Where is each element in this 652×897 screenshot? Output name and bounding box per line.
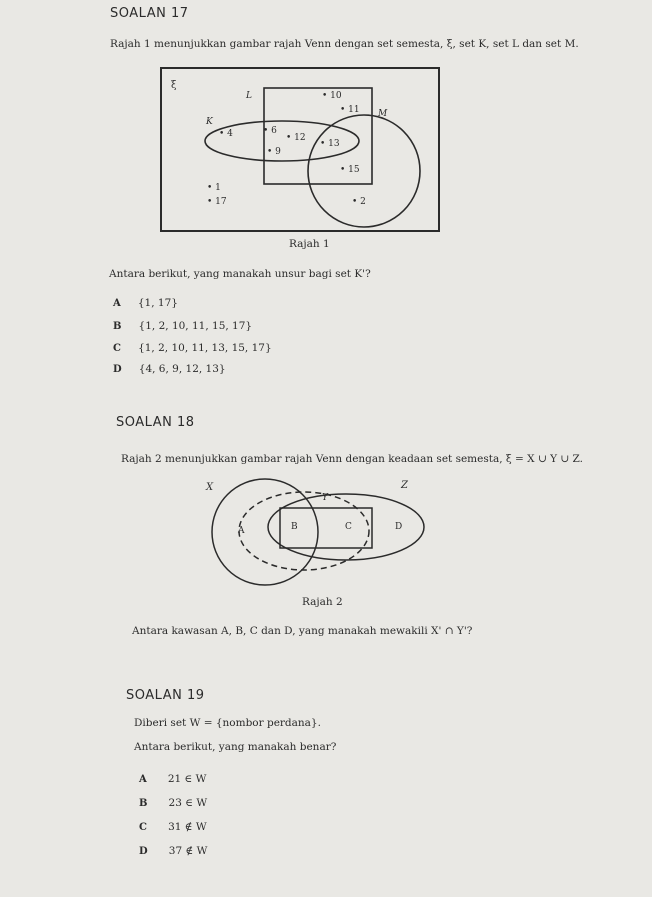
set-x-circle <box>212 479 318 585</box>
q18-heading: SOALAN 18 <box>116 415 195 430</box>
option-letter: B <box>139 798 148 809</box>
q19-option-b[interactable] <box>139 791 207 810</box>
label-y: Y <box>322 493 328 503</box>
element-10: • 10 <box>322 91 342 101</box>
element-13: • 13 <box>320 139 340 149</box>
element-11: • 11 <box>340 105 360 115</box>
q17-question: Antara berikut, yang manakah unsur bagi set K'? <box>109 268 371 280</box>
q19-heading: SOALAN 19 <box>126 688 205 703</box>
q17-option-a[interactable] <box>113 291 178 310</box>
universal-set-box <box>161 68 439 231</box>
label-m: M <box>378 109 388 119</box>
option-text: 37 ∉ W <box>168 845 208 857</box>
element-4: • 4 <box>219 129 233 139</box>
region-d: D <box>395 522 403 532</box>
element-9: • 9 <box>267 147 281 157</box>
label-k: K <box>206 117 213 127</box>
element-17: • 17 <box>207 197 227 207</box>
option-letter: A <box>139 774 147 785</box>
element-12: • 12 <box>286 133 306 143</box>
option-letter: C <box>113 343 121 354</box>
label-z: Z <box>401 480 408 491</box>
q19-stem: Diberi set W = {nombor perdana}. <box>134 717 321 729</box>
q18-figure-caption: Rajah 2 <box>302 596 343 608</box>
element-15: • 15 <box>340 165 360 175</box>
q19-option-a[interactable] <box>139 767 206 786</box>
option-text: 31 ∉ W <box>168 821 207 833</box>
q17-option-d[interactable] <box>113 357 226 376</box>
option-text: {4, 6, 9, 12, 13} <box>138 363 226 375</box>
q18-question: Antara kawasan A, B, C dan D, yang manakah mewakili X' ∩ Y'? <box>132 625 473 637</box>
q17-heading: SOALAN 17 <box>110 6 189 21</box>
q17-stem: Rajah 1 menunjukkan gambar rajah Venn dengan set semesta, ξ, set K, set L dan set M. <box>110 38 579 50</box>
set-m-circle <box>308 115 420 227</box>
region-a: A <box>238 526 245 536</box>
label-l: L <box>246 91 252 101</box>
venn-diagram-1 <box>160 66 442 234</box>
q17-option-b[interactable] <box>113 314 252 333</box>
xi-label: ξ <box>171 80 177 91</box>
option-letter: C <box>139 822 147 833</box>
option-letter: B <box>113 321 122 332</box>
element-1: • 1 <box>207 183 221 193</box>
option-text: 21 ∈ W <box>167 773 207 785</box>
label-x: X <box>206 482 214 493</box>
q19-option-c[interactable] <box>139 815 207 834</box>
venn-diagram-2 <box>196 472 436 590</box>
element-2: • 2 <box>352 197 366 207</box>
q17-option-c[interactable] <box>113 336 272 355</box>
option-text: {1, 2, 10, 11, 15, 17} <box>138 320 253 332</box>
option-letter: A <box>113 298 121 309</box>
option-letter: D <box>113 364 122 375</box>
option-letter: D <box>139 846 148 857</box>
option-text: {1, 2, 10, 11, 13, 15, 17} <box>138 342 272 354</box>
q17-figure-caption: Rajah 1 <box>289 238 330 250</box>
region-c: C <box>345 522 352 532</box>
option-text: 23 ∈ W <box>168 797 208 809</box>
option-text: {1, 17} <box>137 297 178 309</box>
q19-question: Antara berikut, yang manakah benar? <box>134 741 337 753</box>
q19-option-d[interactable] <box>139 839 207 858</box>
element-6: • 6 <box>263 126 277 136</box>
region-b: B <box>291 522 298 532</box>
q18-stem: Rajah 2 menunjukkan gambar rajah Venn dengan keadaan set semesta, ξ = X ∪ Y ∪ Z. <box>121 453 583 465</box>
